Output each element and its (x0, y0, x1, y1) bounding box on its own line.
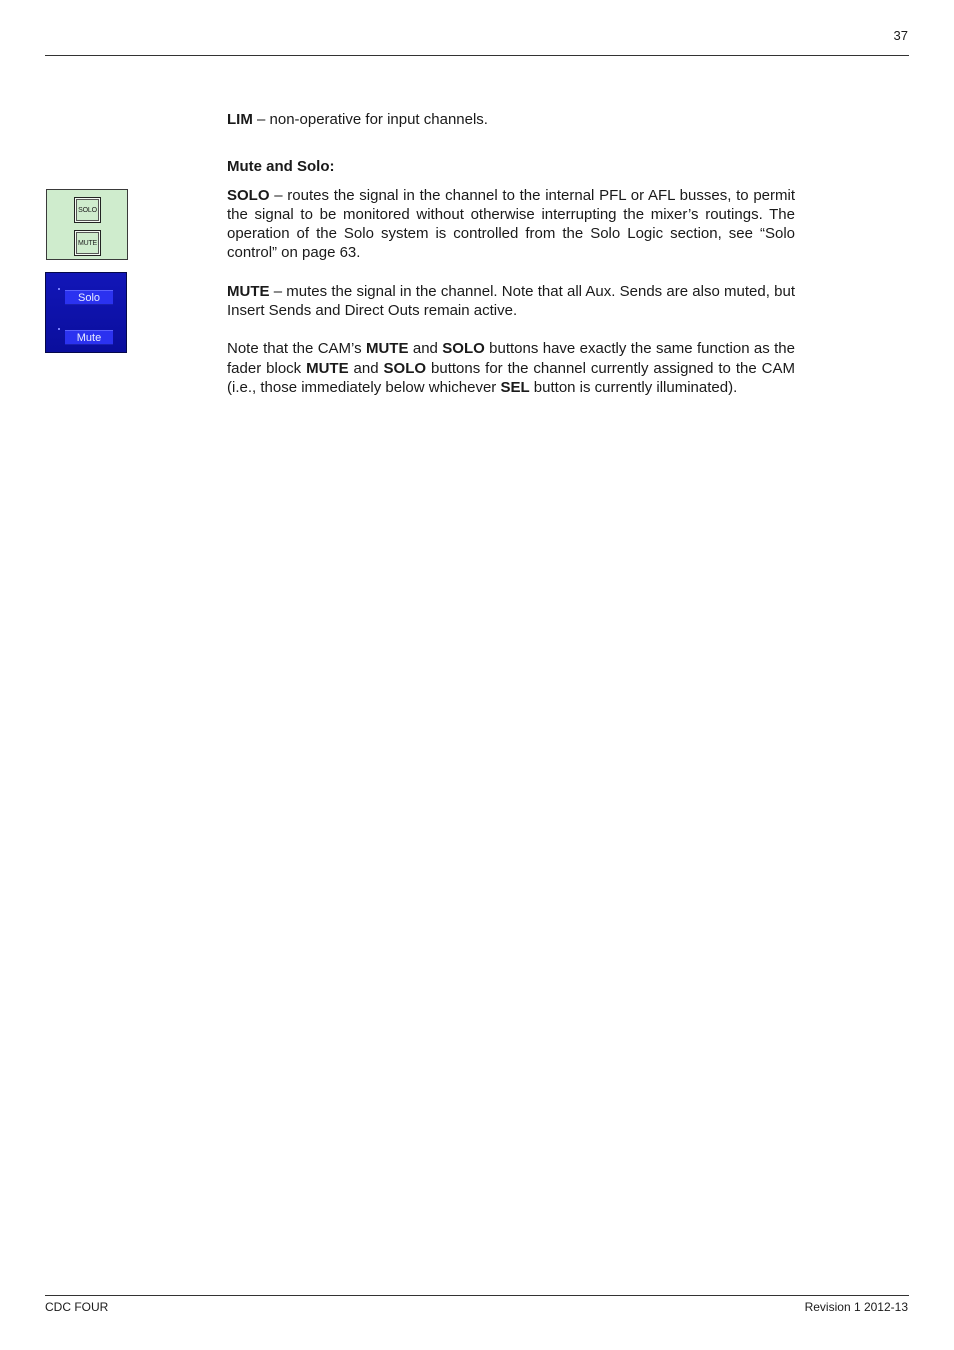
indicator-dot (58, 328, 60, 330)
green-mute-button[interactable]: MUTE (74, 230, 101, 256)
lim-text: – non-operative for input channels. (252, 111, 488, 128)
green-solo-mute-panel (46, 189, 128, 260)
note-text: buttons for the channel currently assigned to the CAM (i.e., those immediately below whichever (227, 359, 795, 396)
green-solo-button[interactable]: SOLO (74, 197, 101, 223)
section-heading: Mute and Solo: (227, 158, 335, 176)
solo-text: – routes the signal in the channel to the internal PFL or AFL busses, to permit the signal to be monitored without otherwise interrupting the mixer’s routings. The operation of the Solo system is controlled from the Solo Logic section, see “Solo control” on page 63. (227, 186, 795, 262)
blue-solo-mute-panel (45, 272, 127, 353)
solo-term: SOLO (227, 186, 270, 204)
note-text: Note that the CAM’s (227, 340, 366, 358)
indicator-dot (58, 288, 60, 290)
solo-paragraph (227, 186, 795, 263)
header-rule (45, 55, 909, 56)
mute-text: – mutes the signal in the channel. Note that all Aux. Sends are also muted, but Insert Sends and Direct Outs remain active. (227, 282, 795, 320)
note-text: button is currently illuminated). (529, 378, 738, 396)
note-term: SOLO (442, 340, 485, 358)
note-text: and (408, 340, 443, 358)
lim-term: LIM (227, 111, 253, 128)
blue-solo-button[interactable]: Solo (65, 290, 113, 305)
page-number: 37 (893, 28, 908, 43)
note-paragraph (227, 339, 795, 397)
mute-paragraph (227, 282, 795, 321)
note-term: MUTE (365, 340, 409, 358)
note-term: SEL (500, 378, 530, 396)
note-term: SOLO (383, 359, 427, 377)
footer-product: CDC FOUR (45, 1300, 109, 1314)
blue-mute-button[interactable]: Mute (65, 330, 113, 345)
lim-paragraph (227, 110, 795, 129)
body-text (227, 110, 795, 397)
footer-rule (45, 1295, 909, 1296)
note-text: buttons have exactly the same function as the fader block (227, 340, 795, 377)
footer-revision: Revision 1 2012-13 (804, 1300, 908, 1314)
note-term: MUTE (306, 359, 349, 377)
mute-term: MUTE (227, 282, 270, 300)
note-text: and (348, 359, 384, 377)
